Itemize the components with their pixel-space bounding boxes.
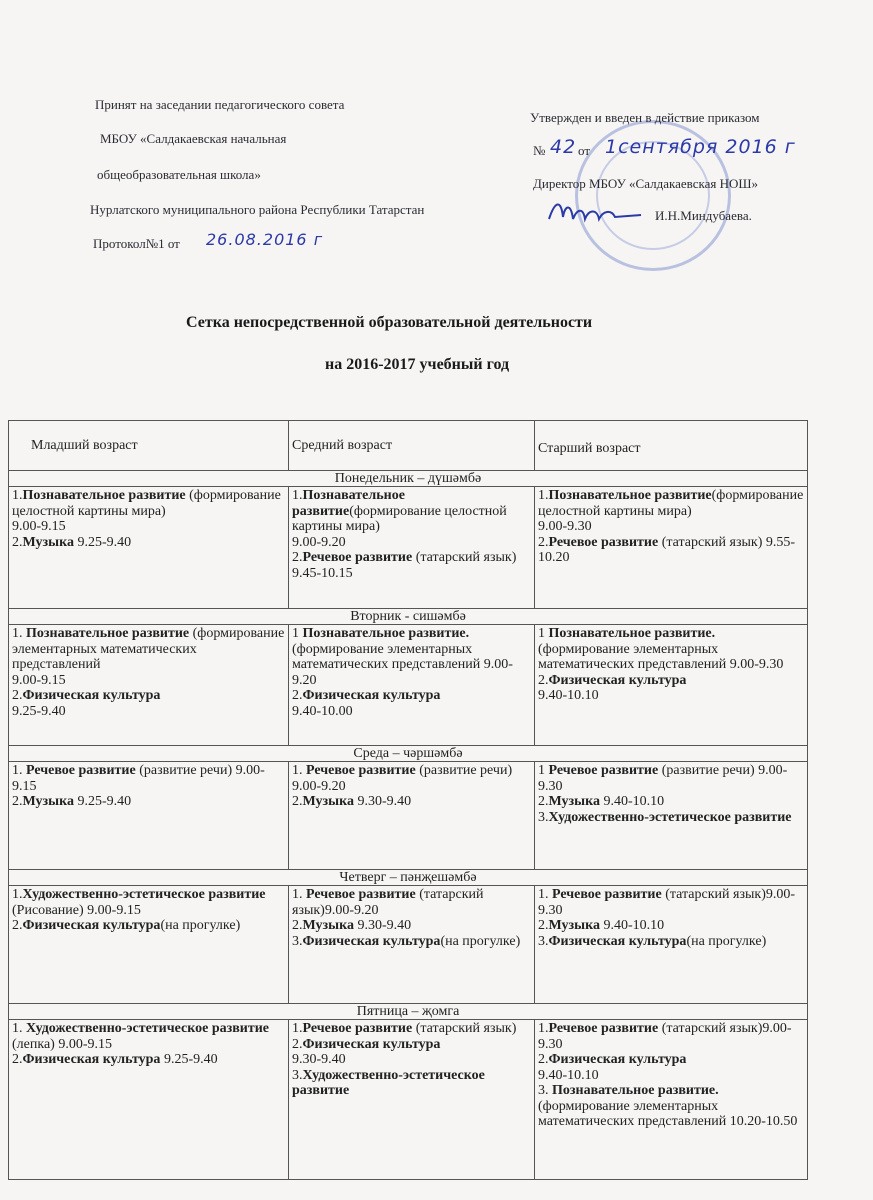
activity-number: 1 xyxy=(538,626,549,641)
activity-detail: (развитие речи) 9.00-9.20 xyxy=(292,763,513,794)
activity-number: 3. xyxy=(538,1083,552,1098)
activity-number: 2. xyxy=(12,534,23,550)
schedule-cell-junior xyxy=(9,1020,289,1180)
council-line-4: Нурлатского муниципального района Республики Татарстан xyxy=(90,202,425,217)
activity-number: 1. xyxy=(12,763,26,778)
activity-number: 1. xyxy=(12,887,23,902)
day-label: Пятница – җомга xyxy=(9,1004,808,1020)
activity-subject: Речевое развитие xyxy=(548,534,659,550)
activity-line xyxy=(538,1021,804,1052)
day-row xyxy=(9,609,808,625)
activity-subject: Физическая культура xyxy=(22,1052,161,1067)
council-line-1: Принят на заседании педагогического совета xyxy=(95,97,345,112)
activity-detail: 9.30-9.40 xyxy=(292,1052,346,1067)
activity-line xyxy=(538,763,804,794)
activity-number: 3. xyxy=(292,1067,303,1083)
schedule-cell-middle xyxy=(289,762,535,870)
activity-detail: (формирование элементарных математических представлений 9.00-9.20 xyxy=(292,641,513,688)
activity-subject: Художественно-эстетическое развитие xyxy=(292,1067,485,1098)
activity-line xyxy=(538,688,804,704)
activity-line xyxy=(292,1068,531,1099)
activity-number: 1 xyxy=(538,763,549,778)
activity-subject: Речевое развитие xyxy=(302,550,413,565)
day-row xyxy=(9,1004,808,1020)
activity-number: 2. xyxy=(292,1036,303,1052)
activity-subject: Познавательное развитие. xyxy=(552,1083,719,1098)
activity-line xyxy=(538,794,804,810)
order-date-handwritten: 1сентября 2016 г xyxy=(605,136,796,158)
director-signature xyxy=(545,195,645,230)
schedule-row xyxy=(9,487,808,609)
activity-detail: 9.30-9.40 xyxy=(353,918,412,933)
activity-detail: 9.40-10.00 xyxy=(292,703,353,719)
activity-line xyxy=(538,887,804,918)
activity-subject: Познавательное развитие xyxy=(22,488,186,503)
activity-subject: Художественно-эстетическое развитие xyxy=(22,887,266,902)
activity-line xyxy=(12,887,285,918)
activity-detail: 9.00-9.30 xyxy=(538,519,592,534)
activity-subject: Физическая культура xyxy=(302,688,441,703)
activity-line xyxy=(12,519,285,535)
activity-line xyxy=(12,1021,285,1052)
activity-line xyxy=(538,810,804,826)
activity-detail: 9.25-9.40 xyxy=(12,703,66,719)
activity-number: 3. xyxy=(538,809,549,825)
activity-number: 1. xyxy=(292,1021,303,1036)
activity-detail: (формирование целостной картины мира) xyxy=(12,488,281,519)
schedule-cell-senior xyxy=(535,762,808,870)
activity-subject: Физическая культура xyxy=(302,933,441,949)
activity-line xyxy=(292,887,531,918)
activity-number: 1. xyxy=(538,887,552,902)
activity-detail: (татарский язык)9.00-9.20 xyxy=(292,887,484,918)
activity-subject: Музыка xyxy=(22,534,74,550)
schedule-row xyxy=(9,762,808,870)
activity-detail: (формирование целостной картины мира) xyxy=(292,503,507,534)
activity-line xyxy=(292,550,531,581)
activity-subject: Речевое развитие xyxy=(306,887,416,902)
activity-detail: (формирование элементарных математических представлений 10.20-10.50 xyxy=(538,1098,798,1129)
activity-subject: Физическая культура xyxy=(302,1036,441,1052)
activity-line xyxy=(292,934,531,950)
activity-number: 1. xyxy=(12,1021,26,1036)
day-label: Четверг – пәнҗешәмбә xyxy=(9,870,808,886)
protocol-label: Протокол№1 от xyxy=(93,236,180,251)
activity-detail: (на прогулке) xyxy=(440,933,521,949)
activity-detail: (татарский язык) xyxy=(412,1021,517,1036)
schedule-cell-junior xyxy=(9,487,289,609)
activity-subject: Речевое развитие xyxy=(306,763,416,778)
activity-subject: Физическая культура xyxy=(548,1052,687,1067)
council-line-3: общеобразовательная школа» xyxy=(97,167,261,182)
activity-subject: Речевое развитие xyxy=(548,763,659,778)
activity-line xyxy=(12,704,285,720)
day-label: Среда – чәршәмбә xyxy=(9,746,808,762)
column-header-row xyxy=(9,421,808,471)
activity-line xyxy=(292,488,531,535)
activity-line xyxy=(12,794,285,810)
document-subtitle: на 2016-2017 учебный год xyxy=(325,356,510,373)
activity-subject: Музыка xyxy=(548,918,600,933)
schedule-cell-junior xyxy=(9,762,289,870)
schedule-table xyxy=(8,420,808,1180)
activity-line xyxy=(292,1037,531,1053)
document-title: Сетка непосредственной образовательной деятельности xyxy=(186,314,593,331)
activity-number: 1 xyxy=(292,626,303,641)
activity-line xyxy=(538,934,804,950)
protocol-date-handwritten: 26.08.2016 г xyxy=(206,230,324,249)
activity-detail: (татарский язык)9.00-9.30 xyxy=(538,887,796,918)
activity-number: 2. xyxy=(292,918,303,933)
activity-line xyxy=(292,1021,531,1037)
activity-subject: Музыка xyxy=(548,794,600,809)
day-row xyxy=(9,746,808,762)
schedule-cell-senior xyxy=(535,487,808,609)
activity-detail: (татарский язык) 9.55-10.20 xyxy=(538,534,796,565)
activity-number: 3. xyxy=(292,933,303,949)
schedule-row xyxy=(9,625,808,746)
schedule-cell-senior xyxy=(535,625,808,746)
order-number-label: № xyxy=(533,143,546,158)
activity-subject: Физическая культура xyxy=(22,918,161,933)
activity-line xyxy=(538,519,804,535)
activity-number: 2. xyxy=(292,688,303,703)
activity-detail: (на прогулке) xyxy=(160,918,241,933)
activity-line xyxy=(12,673,285,689)
activity-subject: Речевое развитие xyxy=(302,1021,413,1036)
activity-line xyxy=(538,673,804,689)
activity-number: 1. xyxy=(12,626,26,641)
day-label: Понедельник – дүшәмбә xyxy=(9,471,808,487)
activity-number: 2. xyxy=(12,1052,23,1067)
activity-line xyxy=(538,535,804,566)
activity-line xyxy=(12,626,285,673)
activity-number: 2. xyxy=(292,794,303,809)
activity-number: 3. xyxy=(538,933,549,949)
schedule-row xyxy=(9,886,808,1004)
activity-line xyxy=(538,488,804,519)
activity-number: 2. xyxy=(292,550,303,565)
activity-detail: (развитие речи) 9.00-9.15 xyxy=(12,763,265,794)
order-number-handwritten: 42 xyxy=(550,136,577,158)
activity-line xyxy=(12,688,285,704)
schedule-cell-middle xyxy=(289,886,535,1004)
activity-line xyxy=(292,704,531,720)
activity-number: 2. xyxy=(538,672,549,688)
council-line-2: МБОУ «Салдакаевская начальная xyxy=(100,131,287,146)
activity-detail: (формирование элементарных математических представлений 9.00-9.30 xyxy=(538,641,784,672)
activity-line xyxy=(538,1068,804,1084)
activity-subject: Познавательное развитие. xyxy=(302,626,470,641)
activity-subject: Художественно-эстетическое развитие xyxy=(26,1021,270,1036)
activity-subject: Физическая культура xyxy=(548,672,687,688)
activity-detail: 9.40-10.10 xyxy=(538,1067,599,1083)
schedule-cell-middle xyxy=(289,487,535,609)
activity-detail: 9.40-10.10 xyxy=(599,918,665,933)
activity-subject: Познавательное развитие. xyxy=(548,626,716,641)
activity-detail: (татарский язык)9.00-9.30 xyxy=(538,1021,792,1052)
activity-subject: Речевое развитие xyxy=(552,887,662,902)
day-label: Вторник - сишәмбә xyxy=(9,609,808,625)
schedule-cell-junior xyxy=(9,886,289,1004)
activity-number: 1. xyxy=(12,488,23,503)
column-header-middle: Средний возраст xyxy=(289,421,535,471)
activity-line xyxy=(292,763,531,794)
activity-subject: Познавательное развитие xyxy=(292,488,405,519)
director-name: И.Н.Миндубаева. xyxy=(655,208,752,223)
activity-number: 2. xyxy=(12,794,23,809)
activity-number: 2. xyxy=(538,534,549,550)
schedule-cell-senior xyxy=(535,1020,808,1180)
activity-detail: 9.00-9.15 xyxy=(12,519,66,534)
activity-subject: Речевое развитие xyxy=(26,763,136,778)
activity-detail: 9.00-9.20 xyxy=(292,534,346,550)
activity-number: 2. xyxy=(538,794,549,809)
activity-detail: 9.40-10.10 xyxy=(599,794,665,809)
activity-line xyxy=(292,626,531,688)
activity-detail: (формирование целостной картины мира) xyxy=(538,488,804,519)
activity-detail: (формирование элементарных математических представлений xyxy=(12,626,285,672)
activity-subject: Художественно-эстетическое развитие xyxy=(548,809,792,825)
activity-detail: (развитие речи) 9.00-9.30 xyxy=(538,763,788,794)
activity-number: 1. xyxy=(292,887,306,902)
activity-line xyxy=(12,535,285,551)
day-row xyxy=(9,870,808,886)
activity-number: 2. xyxy=(12,688,23,703)
activity-detail: 9.25-9.40 xyxy=(160,1052,218,1067)
schedule-cell-senior xyxy=(535,886,808,1004)
activity-line xyxy=(538,626,804,673)
activity-line xyxy=(292,1052,531,1068)
column-header-senior: Старший возраст xyxy=(535,421,808,471)
schedule-cell-junior xyxy=(9,625,289,746)
activity-detail: 9.00-9.15 xyxy=(12,672,66,688)
activity-line xyxy=(292,918,531,934)
activity-number: 2. xyxy=(538,1052,549,1067)
schedule-row xyxy=(9,1020,808,1180)
activity-subject: Познавательное развитие xyxy=(548,488,712,503)
activity-detail: (на прогулке) xyxy=(686,933,767,949)
activity-subject: Речевое развитие xyxy=(548,1021,659,1036)
activity-detail: 9.25-9.40 xyxy=(73,534,132,550)
activity-detail: (татарский язык) 9.45-10.15 xyxy=(292,550,517,581)
activity-number: 1. xyxy=(538,488,549,503)
activity-detail: 9.40-10.10 xyxy=(538,688,599,703)
activity-subject: Познавательное развитие xyxy=(26,626,190,641)
activity-line xyxy=(292,794,531,810)
approval-line-1: Утвержден и введен в действие приказом xyxy=(530,110,760,125)
activity-detail: (Рисование) 9.00-9.15 xyxy=(12,902,141,918)
activity-detail: 9.25-9.40 xyxy=(73,794,132,809)
activity-subject: Музыка xyxy=(22,794,74,809)
activity-subject: Музыка xyxy=(302,918,354,933)
activity-number: 1. xyxy=(292,488,303,503)
activity-subject: Музыка xyxy=(302,794,354,809)
schedule-cell-middle xyxy=(289,625,535,746)
activity-detail: (лепка) 9.00-9.15 xyxy=(12,1036,112,1052)
activity-number: 2. xyxy=(538,918,549,933)
activity-detail: 9.30-9.40 xyxy=(353,794,412,809)
activity-line xyxy=(12,763,285,794)
day-row xyxy=(9,471,808,487)
activity-subject: Физическая культура xyxy=(22,688,161,703)
activity-line xyxy=(292,688,531,704)
order-date-label: от xyxy=(578,143,591,158)
activity-line xyxy=(12,488,285,519)
activity-number: 1. xyxy=(292,763,306,778)
activity-line xyxy=(538,1083,804,1130)
activity-subject: Физическая культура xyxy=(548,933,687,949)
activity-line xyxy=(538,918,804,934)
activity-line xyxy=(292,535,531,551)
director-line: Директор МБОУ «Салдакаевская НОШ» xyxy=(533,176,758,191)
activity-line xyxy=(12,918,285,934)
activity-line xyxy=(12,1052,285,1068)
column-header-junior: Младший возраст xyxy=(9,421,289,471)
activity-number: 2. xyxy=(12,918,23,933)
activity-number: 1. xyxy=(538,1021,549,1036)
schedule-cell-middle xyxy=(289,1020,535,1180)
activity-line xyxy=(538,1052,804,1068)
